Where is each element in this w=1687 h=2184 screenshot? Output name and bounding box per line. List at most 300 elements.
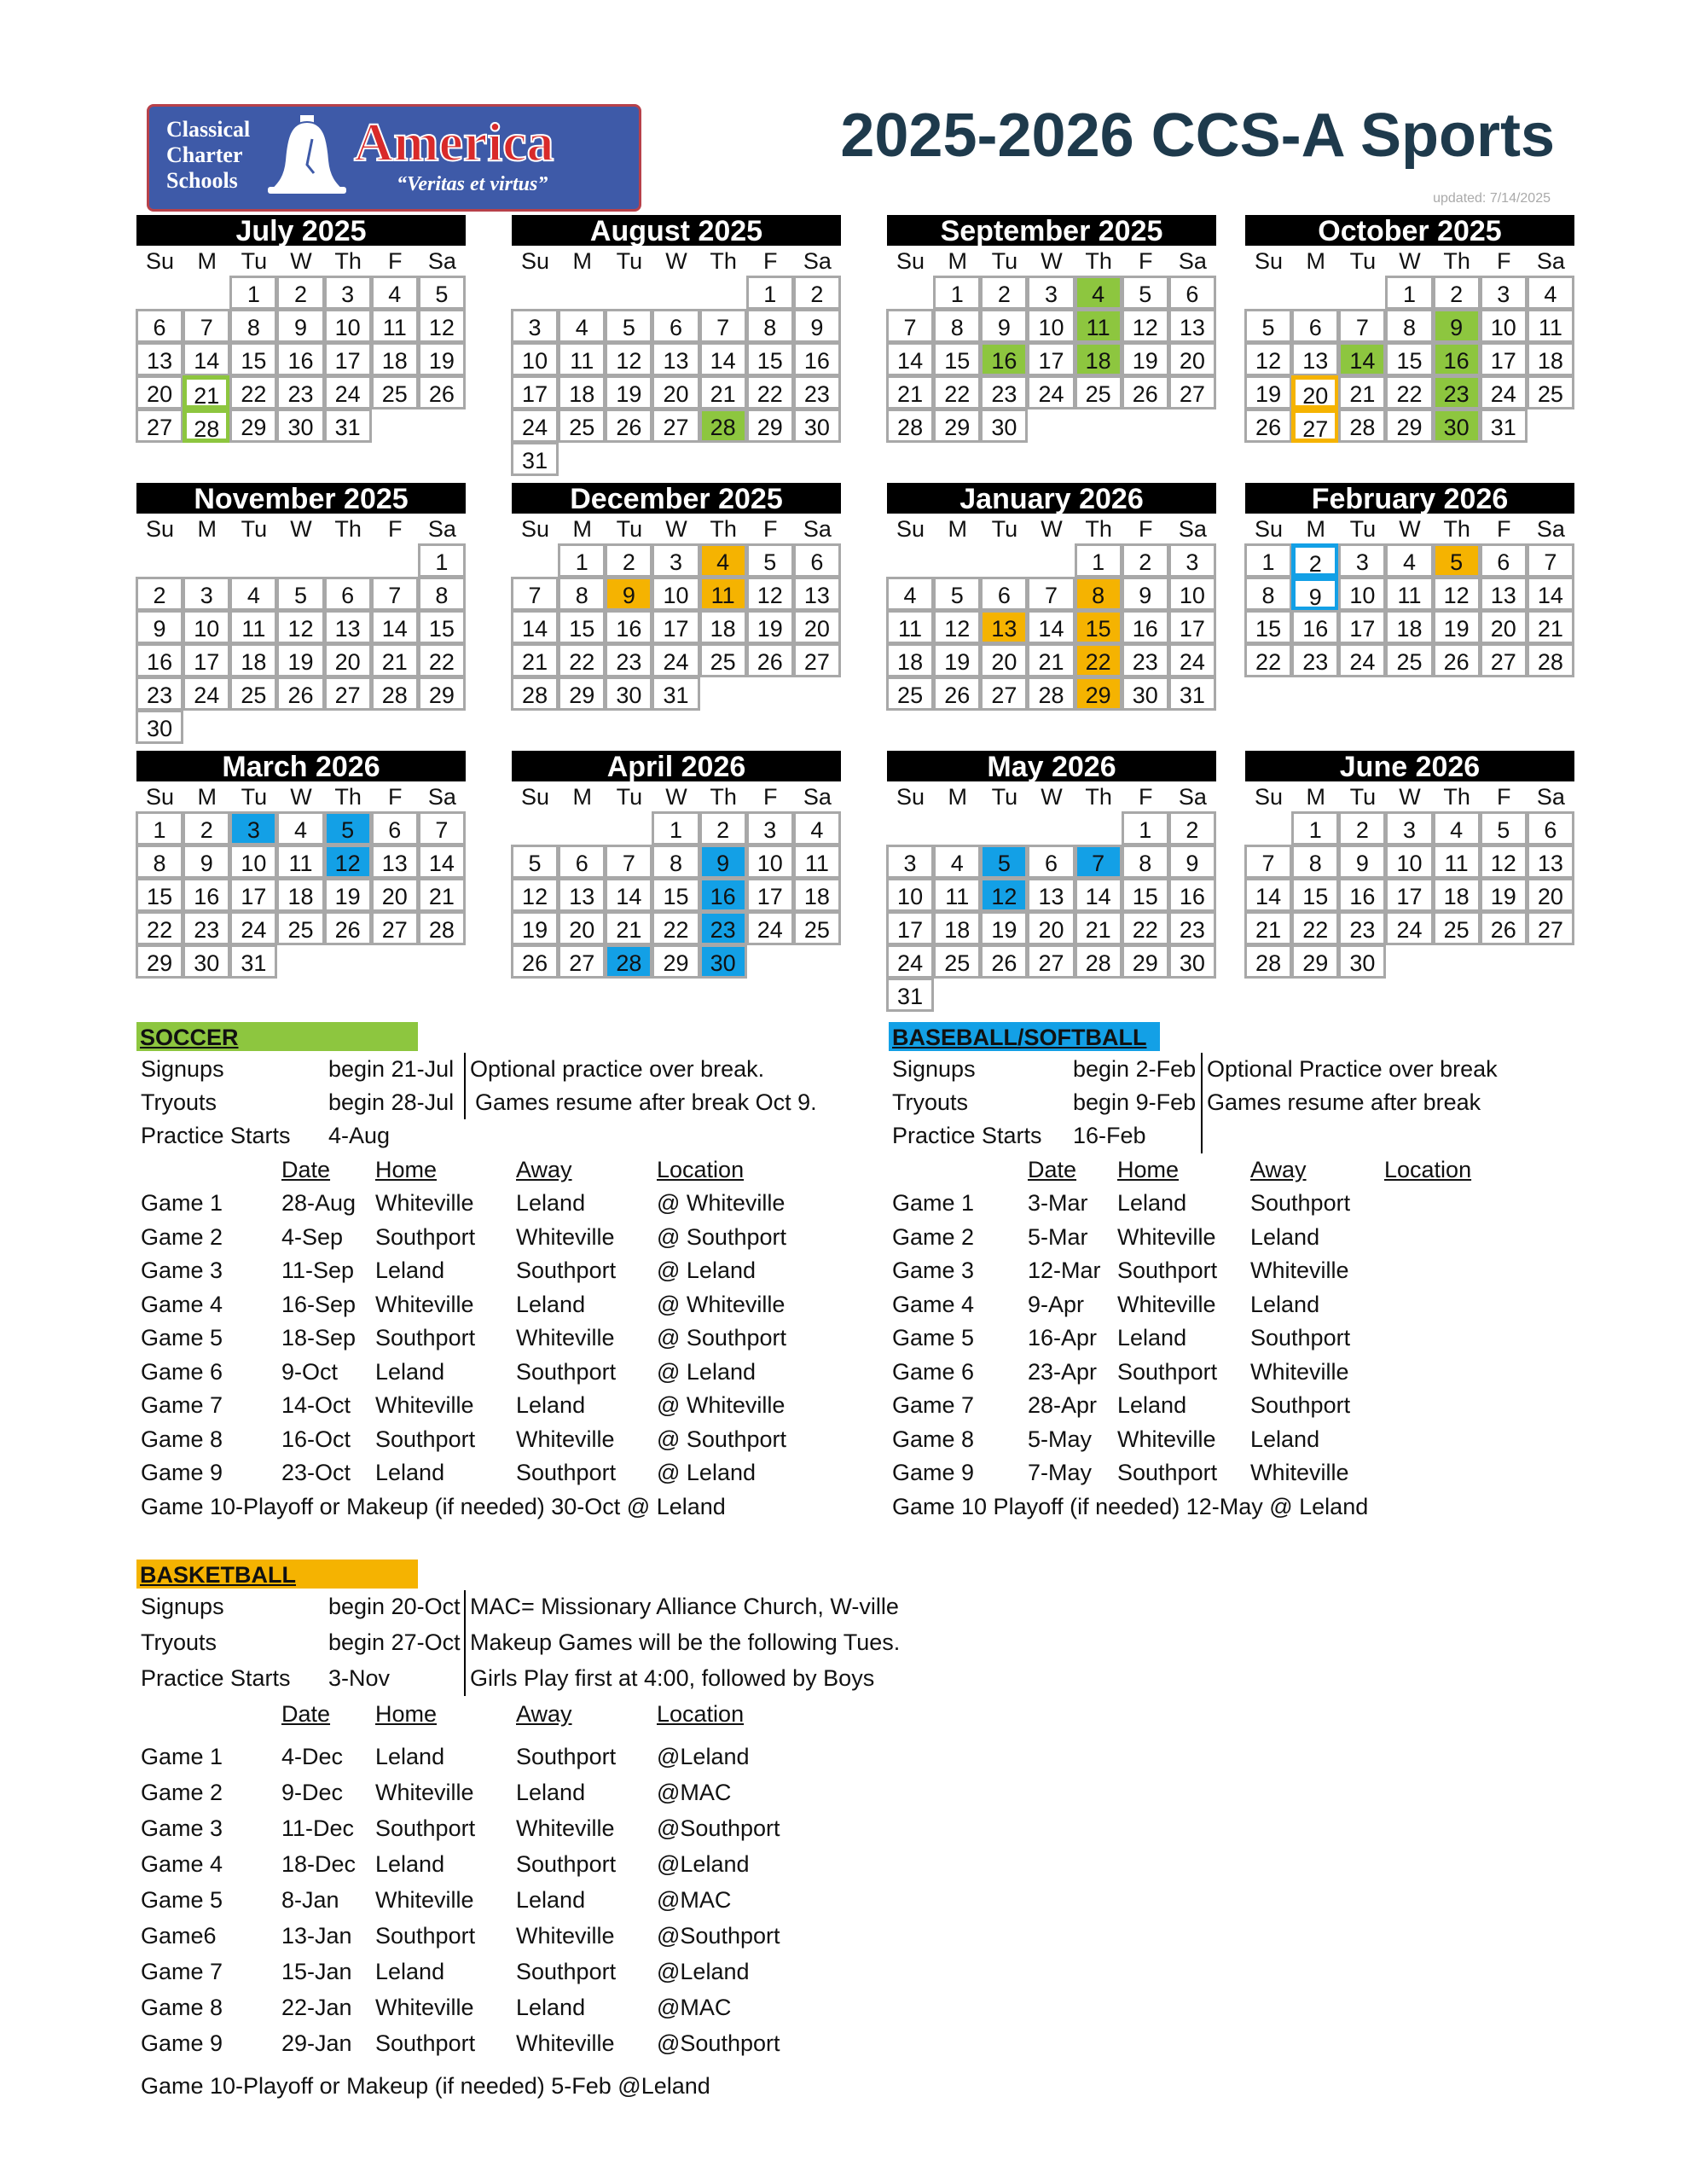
day-cell: 11 (1433, 845, 1481, 879)
day-cell: 18 (558, 375, 606, 410)
weekday-label: Th (334, 248, 362, 274)
day-cell: 13 (371, 845, 419, 879)
baseball-col-away: Away (1250, 1157, 1307, 1182)
baseball-col-home: Home (1117, 1157, 1180, 1182)
soccer-tryouts-label: Tryouts (141, 1089, 217, 1115)
day-cell: 28 (605, 944, 652, 979)
day-cell: 12 (746, 577, 794, 611)
day-cell: 29 (933, 409, 981, 443)
day-cell: 14 (511, 610, 559, 644)
soccer-game-cell: Southport (375, 1426, 476, 1452)
soccer-game-cell: @ Leland (657, 1258, 756, 1283)
day-cell: 22 (136, 911, 183, 945)
baseball-game-cell: Southport (1117, 1460, 1218, 1485)
day-cell: 13 (980, 610, 1028, 644)
weekday-label: Su (521, 516, 550, 542)
day-cell: 15 (229, 342, 277, 376)
day-cell: 16 (1338, 878, 1386, 912)
day-cell: 15 (652, 878, 699, 912)
day-cell: 10 (1027, 309, 1075, 343)
soccer-game-cell: 11-Sep (281, 1258, 355, 1283)
month-calendar (1245, 751, 1574, 979)
soccer-game-cell: Whiteville (375, 1291, 474, 1317)
weekday-label: M (948, 248, 967, 274)
basketball-game-cell: Game 7 (141, 1959, 223, 1984)
day-cell: 7 (1027, 577, 1075, 611)
day-cell: 26 (324, 911, 372, 945)
weekday-label: Tu (616, 516, 643, 542)
day-cell: 29 (418, 677, 466, 711)
basketball-divider (464, 1590, 466, 1696)
day-cell: 21 (1075, 911, 1122, 945)
baseball-game-cell: 28-Apr (1028, 1392, 1098, 1418)
weekday-label: W (1399, 516, 1421, 542)
day-cell: 2 (1291, 543, 1339, 578)
day-cell: 22 (933, 375, 981, 410)
day-cell: 15 (1122, 878, 1169, 912)
month-calendar (887, 215, 1216, 443)
baseball-practice-value: 16-Feb (1073, 1123, 1146, 1148)
day-cell: 8 (136, 845, 183, 879)
day-cell: 17 (652, 610, 699, 644)
day-cell: 14 (886, 342, 934, 376)
baseball-game-cell: Leland (1250, 1291, 1320, 1317)
baseball-note-1: Optional Practice over break (1207, 1056, 1498, 1082)
soccer-game-cell: Game 4 (141, 1291, 223, 1317)
day-cell: 28 (1075, 944, 1122, 979)
day-cell: 2 (793, 276, 841, 310)
day-cell: 11 (558, 342, 606, 376)
weekday-label: Su (521, 248, 550, 274)
month-title: June 2026 (1245, 751, 1574, 781)
day-cell: 28 (371, 677, 419, 711)
basketball-game-cell: 29-Jan (281, 2030, 352, 2056)
weekday-label: F (1139, 248, 1153, 274)
day-cell: 11 (793, 845, 841, 879)
basketball-game-cell: 8-Jan (281, 1887, 339, 1913)
day-cell: 15 (1075, 610, 1122, 644)
day-cell: 31 (324, 409, 372, 443)
soccer-game-cell: Game 1 (141, 1190, 223, 1216)
basketball-game-cell: @Leland (657, 1851, 750, 1877)
soccer-game-cell: 23-Oct (281, 1460, 351, 1485)
day-cell: 23 (1168, 911, 1216, 945)
day-cell: 15 (746, 342, 794, 376)
soccer-signups-value: begin 21-Jul (328, 1056, 455, 1082)
soccer-game-cell: Whiteville (375, 1392, 474, 1418)
day-cell: 12 (1433, 577, 1481, 611)
soccer-game-cell: @ Whiteville (657, 1392, 786, 1418)
day-cell: 17 (1027, 342, 1075, 376)
soccer-game-cell: 4-Sep (281, 1223, 344, 1250)
day-cell: 28 (886, 409, 934, 443)
page-title: 2025-2026 CCS-A Sports (840, 102, 1555, 170)
soccer-col-location: Location (657, 1157, 745, 1182)
baseball-game-cell: Leland (1117, 1190, 1187, 1216)
day-cell: 9 (1433, 309, 1481, 343)
month-calendar (136, 751, 466, 979)
weekday-label: Tu (991, 784, 1018, 810)
day-cell: 12 (933, 610, 981, 644)
logo-line-3: Schools (166, 168, 238, 193)
day-cell: 22 (558, 643, 606, 677)
day-cell: 14 (1527, 577, 1574, 611)
day-cell: 28 (1027, 677, 1075, 711)
weekday-label: Th (1085, 784, 1112, 810)
day-cell: 21 (371, 643, 419, 677)
day-cell: 5 (1433, 543, 1481, 578)
day-cell: 27 (1027, 944, 1075, 979)
day-cell: 13 (1027, 878, 1075, 912)
weekday-label: Sa (1536, 784, 1565, 810)
soccer-note-1: Optional practice over break. (470, 1056, 765, 1082)
day-cell: 10 (746, 845, 794, 879)
day-cell: 28 (511, 677, 559, 711)
day-cell: 22 (1244, 643, 1292, 677)
weekday-label: W (1399, 248, 1421, 274)
day-cell: 6 (136, 309, 183, 343)
day-cell: 27 (558, 944, 606, 979)
weekday-label: Tu (991, 516, 1018, 542)
day-cell: 2 (605, 543, 652, 578)
day-cell: 28 (699, 409, 747, 443)
day-cell: 11 (1385, 577, 1433, 611)
weekday-label: Sa (1536, 516, 1565, 542)
basketball-col-away: Away (516, 1701, 572, 1727)
day-cell: 28 (1338, 409, 1386, 443)
weekday-label: Th (1443, 248, 1470, 274)
day-cell: 12 (511, 878, 559, 912)
day-cell: 9 (1168, 845, 1216, 879)
day-cell: 30 (793, 409, 841, 443)
weekday-label: Th (710, 784, 737, 810)
logo-line-2: Charter (166, 142, 243, 167)
day-cell: 6 (1527, 811, 1574, 845)
day-cell: 24 (183, 677, 230, 711)
basketball-signups-value: begin 20-Oct (328, 1594, 461, 1619)
day-cell: 22 (746, 375, 794, 410)
day-cell: 14 (605, 878, 652, 912)
basketball-game-cell: 11-Dec (281, 1815, 355, 1841)
day-cell: 30 (276, 409, 324, 443)
day-cell: 8 (652, 845, 699, 879)
baseball-practice-label: Practice Starts (892, 1123, 1042, 1148)
day-cell: 20 (1527, 878, 1574, 912)
day-cell: 19 (1480, 878, 1528, 912)
basketball-signups-label: Signups (141, 1594, 224, 1619)
day-cell: 22 (652, 911, 699, 945)
day-cell: 18 (933, 911, 981, 945)
soccer-game-cell: Southport (375, 1325, 476, 1350)
day-cell: 7 (511, 577, 559, 611)
day-cell: 15 (558, 610, 606, 644)
basketball-game-cell: Whiteville (375, 1887, 474, 1913)
baseball-game-cell: Game 2 (892, 1223, 975, 1250)
day-cell: 30 (605, 677, 652, 711)
day-cell: 15 (1291, 878, 1339, 912)
basketball-game-cell: Southport (375, 1815, 476, 1841)
day-cell: 20 (1480, 610, 1528, 644)
day-cell: 12 (605, 342, 652, 376)
month-calendar (136, 483, 466, 744)
day-cell: 25 (1527, 375, 1574, 410)
baseball-game-cell: Game 6 (892, 1358, 975, 1385)
soccer-game-cell: 16-Oct (281, 1426, 351, 1452)
day-cell: 6 (1291, 309, 1339, 343)
weekday-label: Tu (241, 248, 268, 274)
day-cell: 16 (1122, 610, 1169, 644)
day-cell: 20 (136, 375, 183, 410)
day-cell: 1 (1075, 543, 1122, 578)
day-cell: 20 (793, 610, 841, 644)
day-cell: 18 (1075, 342, 1122, 376)
day-cell: 16 (183, 878, 230, 912)
day-cell: 13 (793, 577, 841, 611)
weekday-label: Tu (241, 784, 268, 810)
day-cell: 17 (1168, 610, 1216, 644)
day-cell: 21 (1527, 610, 1574, 644)
soccer-game-cell: Game 5 (141, 1325, 223, 1350)
day-cell: 3 (1385, 811, 1433, 845)
basketball-game-cell: Game 5 (141, 1887, 223, 1913)
day-cell: 2 (136, 577, 183, 611)
day-cell: 20 (1027, 911, 1075, 945)
day-cell: 21 (418, 878, 466, 912)
basketball-game-cell: Whiteville (516, 1815, 615, 1841)
day-cell: 2 (1122, 543, 1169, 578)
day-cell: 24 (1338, 643, 1386, 677)
day-cell: 12 (980, 878, 1028, 912)
day-cell: 1 (652, 811, 699, 845)
day-cell: 25 (1385, 643, 1433, 677)
soccer-game-cell: Game 3 (141, 1258, 223, 1283)
baseball-game-cell: Whiteville (1117, 1426, 1216, 1452)
soccer-signups-label: Signups (141, 1056, 224, 1082)
day-cell: 24 (1480, 375, 1528, 410)
day-cell: 25 (793, 911, 841, 945)
weekday-label: Su (146, 784, 175, 810)
baseball-game-cell: Leland (1250, 1426, 1320, 1452)
basketball-tryouts-value: begin 27-Oct (328, 1629, 461, 1655)
day-cell: 2 (276, 276, 324, 310)
basketball-game-cell: Game 9 (141, 2030, 223, 2056)
day-cell: 31 (1480, 409, 1528, 443)
soccer-practice-value: 4-Aug (328, 1123, 391, 1148)
month-title: May 2026 (887, 751, 1216, 781)
day-cell: 11 (1075, 309, 1122, 343)
baseball-game-cell: Whiteville (1117, 1291, 1216, 1317)
weekday-label: Sa (803, 516, 832, 542)
day-cell: 24 (1385, 911, 1433, 945)
weekday-label: M (1306, 516, 1325, 542)
day-cell: 1 (1122, 811, 1169, 845)
day-cell: 20 (1168, 342, 1216, 376)
day-cell: 31 (1168, 677, 1216, 711)
basketball-game-cell: @Leland (657, 1744, 750, 1769)
weekday-label: Sa (1178, 516, 1207, 542)
day-cell: 10 (1480, 309, 1528, 343)
day-cell: 4 (1075, 276, 1122, 310)
baseball-game-cell: Leland (1117, 1392, 1187, 1418)
day-cell: 20 (324, 643, 372, 677)
baseball-game-cell: 7-May (1028, 1460, 1093, 1485)
day-cell: 10 (183, 610, 230, 644)
day-cell: 21 (183, 375, 230, 410)
day-cell: 13 (1480, 577, 1528, 611)
day-cell: 20 (371, 878, 419, 912)
day-cell: 8 (1291, 845, 1339, 879)
weekday-label: W (290, 248, 312, 274)
baseball-signups-label: Signups (892, 1056, 976, 1082)
soccer-game-cell: Whiteville (516, 1223, 615, 1250)
day-cell: 15 (933, 342, 981, 376)
day-cell: 18 (276, 878, 324, 912)
day-cell: 4 (1385, 543, 1433, 578)
day-cell: 7 (1338, 309, 1386, 343)
basketball-game-cell: Leland (516, 1780, 586, 1805)
weekday-label: M (197, 516, 217, 542)
basketball-game-cell: Leland (375, 1744, 445, 1769)
day-cell: 6 (980, 577, 1028, 611)
day-cell: 30 (1338, 944, 1386, 979)
day-cell: 6 (1168, 276, 1216, 310)
day-cell: 15 (1244, 610, 1292, 644)
day-cell: 3 (229, 811, 277, 845)
day-cell: 23 (183, 911, 230, 945)
day-cell: 29 (746, 409, 794, 443)
baseball-game-cell: Game 1 (892, 1190, 975, 1216)
day-cell: 11 (699, 577, 747, 611)
month-calendar (887, 751, 1216, 1012)
basketball-col-date: Date (281, 1701, 331, 1727)
soccer-game-cell: Game 9 (141, 1460, 223, 1485)
basketball-game-cell: Southport (375, 2030, 476, 2056)
day-cell: 22 (1291, 911, 1339, 945)
day-cell: 3 (886, 845, 934, 879)
day-cell: 14 (1244, 878, 1292, 912)
day-cell: 29 (136, 944, 183, 979)
day-cell: 24 (324, 375, 372, 410)
soccer-game-cell: Game 6 (141, 1358, 223, 1385)
weekday-label: W (1041, 784, 1063, 810)
day-cell: 16 (980, 342, 1028, 376)
baseball-divider (1201, 1053, 1203, 1153)
weekday-label: W (665, 248, 687, 274)
day-cell: 13 (1168, 309, 1216, 343)
day-cell: 17 (886, 911, 934, 945)
day-cell: 19 (933, 643, 981, 677)
day-cell: 18 (1433, 878, 1481, 912)
baseball-game-cell: Leland (1250, 1223, 1320, 1250)
day-cell: 21 (1244, 911, 1292, 945)
soccer-game-cell: Leland (375, 1258, 445, 1283)
basketball-title: BASKETBALL (136, 1560, 418, 1589)
day-cell: 14 (183, 342, 230, 376)
day-cell: 1 (229, 276, 277, 310)
day-cell: 5 (605, 309, 652, 343)
day-cell: 7 (886, 309, 934, 343)
day-cell: 13 (1527, 845, 1574, 879)
month-title: April 2026 (512, 751, 841, 781)
day-cell: 12 (324, 845, 372, 879)
baseball-game-cell: Whiteville (1250, 1460, 1349, 1485)
day-cell: 4 (933, 845, 981, 879)
day-cell: 6 (652, 309, 699, 343)
day-cell: 1 (136, 811, 183, 845)
day-cell: 1 (1385, 276, 1433, 310)
day-cell: 12 (1480, 845, 1528, 879)
day-cell: 16 (605, 610, 652, 644)
day-cell: 31 (511, 442, 559, 476)
day-cell: 8 (1075, 577, 1122, 611)
basketball-game-cell: Southport (516, 1959, 617, 1984)
baseball-note-2: Games resume after break (1207, 1089, 1481, 1115)
day-cell: 19 (980, 911, 1028, 945)
weekday-label: Su (896, 784, 925, 810)
day-cell: 12 (418, 309, 466, 343)
weekday-label: F (388, 784, 403, 810)
day-cell: 14 (1075, 878, 1122, 912)
day-cell: 7 (699, 309, 747, 343)
day-cell: 8 (746, 309, 794, 343)
basketball-game-cell: @MAC (657, 1995, 732, 2020)
day-cell: 9 (136, 610, 183, 644)
day-cell: 15 (136, 878, 183, 912)
month-title: December 2025 (512, 483, 841, 514)
day-cell: 27 (136, 409, 183, 443)
soccer-game-cell: @ Southport (657, 1223, 786, 1250)
month-title: August 2025 (512, 215, 841, 246)
basketball-game-cell: Southport (516, 1744, 617, 1769)
baseball-game-cell: 9-Apr (1028, 1291, 1085, 1317)
basketball-game-cell: @Southport (657, 1815, 780, 1841)
day-cell: 3 (1480, 276, 1528, 310)
basketball-game-cell: Southport (375, 1923, 476, 1949)
basketball-note-2: Makeup Games will be the following Tues. (470, 1629, 901, 1655)
weekday-label: Su (146, 516, 175, 542)
soccer-note-2: Games resume after break Oct 9. (475, 1089, 817, 1115)
day-cell: 7 (1075, 845, 1122, 879)
soccer-game-cell: Leland (516, 1291, 586, 1317)
basketball-tryouts-label: Tryouts (141, 1629, 217, 1655)
day-cell: 17 (511, 375, 559, 410)
day-cell: 9 (980, 309, 1028, 343)
weekday-label: M (572, 248, 592, 274)
day-cell: 31 (886, 978, 934, 1012)
day-cell: 26 (418, 375, 466, 410)
soccer-game-cell: 18-Sep (281, 1325, 357, 1350)
weekday-label: Sa (1178, 784, 1207, 810)
soccer-tryouts-value: begin 28-Jul (328, 1089, 455, 1115)
weekday-label: M (572, 516, 592, 542)
weekday-label: F (388, 248, 403, 274)
day-cell: 2 (1433, 276, 1481, 310)
weekday-label: Su (1255, 516, 1284, 542)
day-cell: 4 (558, 309, 606, 343)
baseball-game-cell: 16-Apr (1028, 1325, 1098, 1350)
day-cell: 8 (1244, 577, 1292, 611)
soccer-footer: Game 10-Playoff or Makeup (if needed) 30-Oct @ Leland (141, 1494, 726, 1519)
day-cell: 9 (1122, 577, 1169, 611)
day-cell: 28 (1244, 944, 1292, 979)
day-cell: 5 (511, 845, 559, 879)
day-cell: 5 (418, 276, 466, 310)
updated-date: updated: 7/14/2025 (1433, 191, 1551, 206)
day-cell: 12 (1244, 342, 1292, 376)
day-cell: 15 (1385, 342, 1433, 376)
day-cell: 26 (276, 677, 324, 711)
weekday-label: Tu (241, 516, 268, 542)
